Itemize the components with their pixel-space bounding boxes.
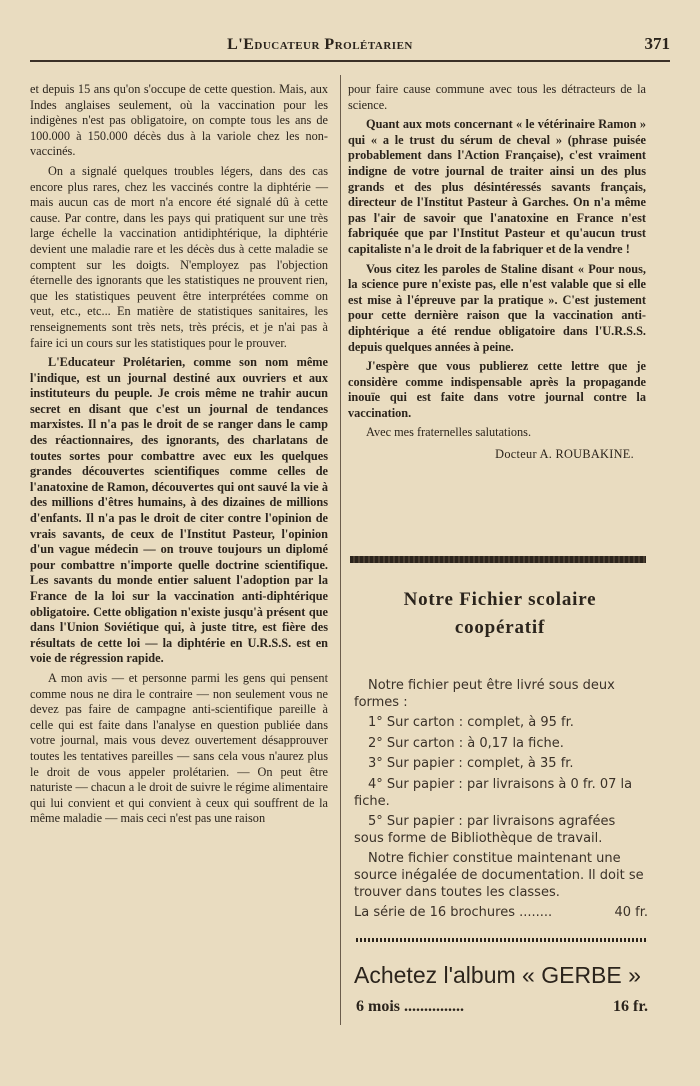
page-number: 371 [644, 34, 670, 53]
fichier-note: Notre fichier constitue maintenant une source inégalée de documentation. Il doit se trouver dans toutes les classes. [354, 851, 644, 900]
fichier-title-line: coopératif [454, 617, 546, 638]
right-paragraph: Vous citez les paroles de Staline disant « Pour nous, la science pure n'existe pas, elle n'est valable que si elle est mise à l'épreuve par la pratique ». C'est justement pour cette dernière raison que la vaccination anti-diphtérique a été rendue obligatoire dans l'U.R.S.S. depuis quelques années à peine. [348, 261, 646, 354]
serie-price-line [354, 905, 648, 922]
right-paragraph: Avec mes fraternelles salutations. [366, 425, 532, 440]
album-title: Achetez l'album « GERBE » [354, 962, 641, 988]
serie-label: La série de 16 brochures ........ [354, 905, 553, 921]
left-paragraph: A mon avis — et personne parmi les gens qui pensent comme nous ne dira le contraire — non seulement vous ne devez pas faire de campagne anti-scientifique pareille à celle qui est faite dans l'analyse en question publiée dans votre journal, mais vous devez ouvertement désapprouver toutes les tentatives pareilles — sans cela vous n'aurez plus le droit de vous appeler prolétarien. — On peut être naturiste — chacun a le droit de suivre le régime alimentaire qui lui convient et qui convient à ceux qui souffrent de la même maladie — mais ceci n'est pas une raison [30, 670, 328, 826]
album-price-line [356, 998, 648, 1016]
fichier-option: 3° Sur papier : complet, à 35 fr. [368, 756, 574, 772]
dotted-rule [356, 938, 648, 942]
album-price: 16 fr. [613, 998, 648, 1015]
header-rule [30, 60, 670, 62]
page-header [30, 30, 670, 60]
fichier-body [354, 678, 648, 922]
fichier-intro: Notre fichier peut être livré sous deux formes : [354, 678, 615, 710]
album-duration: 6 mois ............... [356, 998, 464, 1015]
signature: Docteur A. ROUBAKINE. [495, 447, 634, 462]
left-paragraph: et depuis 15 ans qu'on s'occupe de cette question. Mais, aux Indes anglaises seulement, où la vaccination pour les indigènes n'est pas obligatoire, on compte tous les ans de 100.000 à 150.000 décès dus à la variole chez les non-vaccinés. [30, 82, 328, 159]
serie-price: 40 fr. [614, 905, 648, 921]
fichier-option: 4° Sur papier : par livraisons à 0 fr. 07 la fiche. [354, 776, 633, 809]
fichier-option: 2° Sur carton : à 0,17 la fiche. [368, 735, 564, 751]
right-paragraph: pour faire cause commune avec tous les détracteurs de la science. [348, 82, 646, 112]
right-paragraph: J'espère que vous publierez cette lettre que je considère comme indispensable après la propagande inouïe qui est faite dans votre journal contre la vaccination. [348, 359, 646, 420]
fichier-option: 5° Sur papier : par livraisons agrafées sous forme de Bibliothèque de travail. [354, 814, 616, 846]
left-paragraph: On a signalé quelques troubles légers, dans des cas encore plus rares, chez les vaccinés contre la diphtérie — mais aucun cas de mort n'a encore été signalé dû à cette cause. Par contre, dans les pays qui pratiquent sur une très large échelle la vaccination antidiphtérique, la diphtérie devient une maladie rare et les décès dus à cette maladie se comptent sur les doigts. N'employez pas l'objection éternelle des ignorants que les statistiques ne prouvent rien, que les statistiques peuvent être interprétées comme on veut, etc., etc... En matière de statistiques sanitaires, les renseignements sont très nets, très précis, et je n'ai pas à faire ici un cours sur les statistiques pour le prouver. [30, 163, 328, 350]
fichier-title [350, 586, 650, 642]
right-column [348, 82, 646, 467]
section-rule [350, 556, 646, 563]
journal-title: L'Educateur Prolétarien [227, 36, 413, 53]
fichier-option: 1° Sur carton : complet, à 95 fr. [368, 715, 574, 731]
left-paragraph: L'Educateur Prolétarien, comme son nom même l'indique, est un journal destiné aux ouvriers et aux instituteurs du peuple. Je crois même ne trahir aucun secret en disant que c'est un journal de tendances marxistes. Il n'a pas le droit de se ranger dans le camp des réactionnaires, des ignorants, des charlatans de toutes sortes pour combattre avec eux les quelques grandes découvertes scientifiques comme celles de l'anatoxine de Ramon, découvertes qui ont sauvé la vie à des millions d'êtres humains, à des dizaines de millions d'enfants. Il n'a pas le droit de citer contre l'opinion de vrais savants, de ceux de l'Institut Pasteur, l'opinion d'un vague médecin — on trouve toujours un diplomé pour combattre n'importe quelle doctrine scientifique. Les savants du monde entier saluent l'adoption par la France de la loi sur la vaccination anti-diphtérique obligatoire. Cette obligation n'existe jusqu'à présent que dans l'Union Soviétique qui, à juste titre, est fière des résultats de cette loi — la diphtérie en U.R.S.S. est en voie de régression rapide. [30, 355, 328, 666]
left-column [30, 82, 328, 831]
fichier-title-line: Notre Fichier scolaire [403, 589, 597, 610]
right-paragraph: Quant aux mots concernant « le vétérinaire Ramon » qui « a le trust du sérum de cheval » (phrase puisée probablement dans l'Action Française), c'est vraiment indigne de votre journal de traiter ainsi un des plus grands et des plus désintéressés savants français, directeur de l'Institut Pasteur à Garches. On n'a même pas l'air de savoir que l'anatoxine en France n'est fabriquée que par l'Institut Pasteur et qu'aucun trust capitaliste n'a le droit de la fabriquer et de la vendre ! [348, 117, 646, 256]
column-divider [340, 75, 341, 1025]
